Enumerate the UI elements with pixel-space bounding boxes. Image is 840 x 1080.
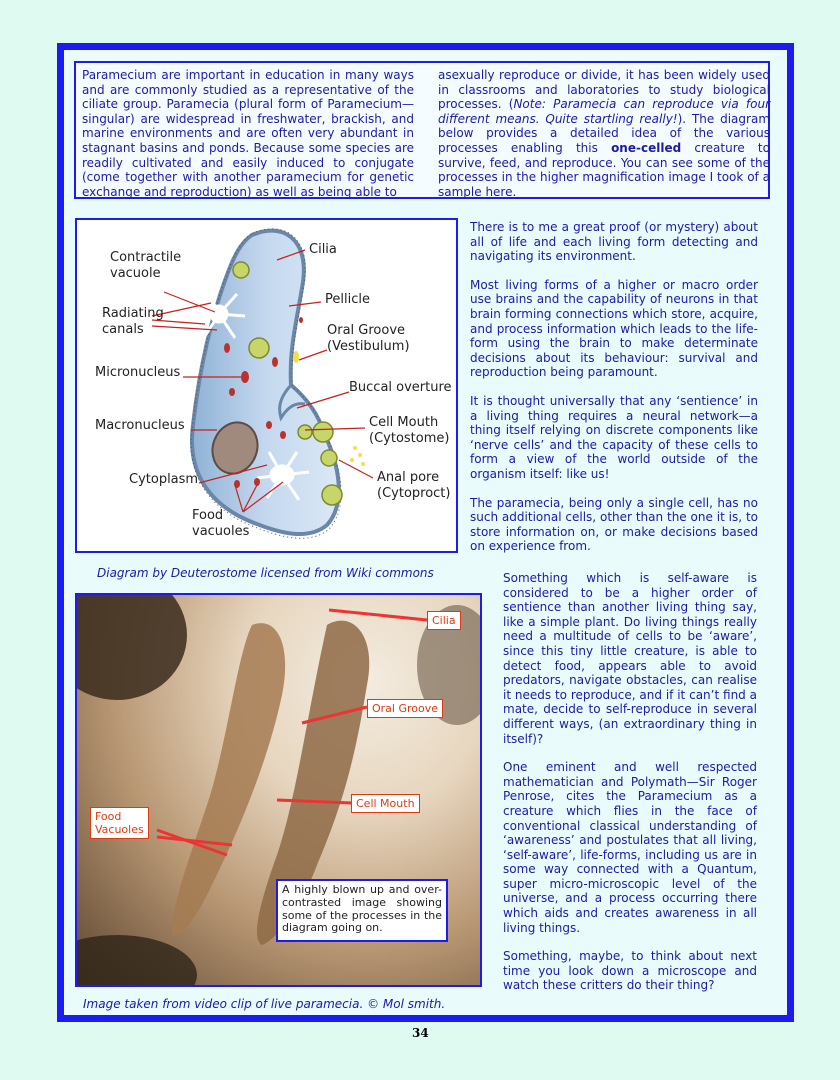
- diagram-label-cilia: Cilia: [309, 242, 337, 257]
- paragraph: Most living forms of a higher or macro order use brains and the capability of neurons in that brain forming connections which store, acquire, and process information which leads to the life-form using the brain to make determinate decisions about its behaviour: survival and reproduction being paramount.: [470, 277, 758, 380]
- paragraph: Something, maybe, to think about next time you look down a microscope and watch these critters do their thing?: [503, 949, 757, 993]
- diagram-label-pellicle: Pellicle: [325, 292, 370, 307]
- intro-right-column: [438, 68, 770, 199]
- paragraph: One eminent and well respected mathematician and Polymath—Sir Roger Penrose, cites the Paramecium as a creature which flies in the face of conventional classical understanding of ‘awareness’ and postulates that all living, ‘self-aware’, life-forms, including us are in some way connected with a Quantum, super micro-microscopic level of the universe, and a process occurring there which aids and creates awareness in all living things.: [503, 760, 757, 935]
- photo-note-box: A highly blown up and over-contrasted image showing some of the processes in the diagram going on.: [276, 879, 448, 942]
- diagram-label-anal-pore: Anal pore (Cytoproct): [377, 470, 451, 501]
- page-number: 34: [412, 1026, 429, 1040]
- right-column-top: [470, 220, 758, 568]
- intro-right-a: asexually reproduce or divide, it has been widely used in classrooms and laboratories to study biological processes. (: [438, 68, 770, 112]
- intro-box: [74, 61, 770, 199]
- cell-body: [192, 231, 339, 534]
- photo-caption: Image taken from video clip of live paramecia. © Mol smith.: [83, 997, 446, 1011]
- diagram-label-cytoplasm: Cytoplasm: [129, 472, 199, 487]
- photo-label-oral-groove: Oral Groove: [367, 699, 443, 718]
- diagram-label-radiating-canals: Radiating canals: [102, 306, 164, 337]
- intro-note: Note: Paramecia can reproduce via four different means. Quite startling really!: [438, 97, 770, 126]
- paragraph: It is thought universally that any ‘sentience’ in a living thing requires a neural network—a thing itself relying on discrete components like ‘nerve cells’ and the capacity of these cells to form a view of the world outside of the organism itself: like us!: [470, 393, 758, 481]
- micrograph-photo: [75, 593, 482, 987]
- paragraph: The paramecia, being only a single cell, has no such additional cells, other than the one it is, to store information on, or make decisions based on experience from.: [470, 495, 758, 554]
- right-column-bottom: [503, 571, 757, 1007]
- intro-left-column: Paramecium are important in education in many ways and are commonly studied as a representative of the ciliate group. Paramecia (plural form of Paramecium—singular) are widespread in freshwater, brackish, and marine environments and are often very abundant in stagnant basins and ponds. Because some species are readily cultivated and easily induced to conjugate (come together with another paramecium for genetic exchange and reproduction) as well as being able to: [82, 68, 414, 199]
- photo-label-food-vacuoles: Food Vacuoles: [90, 807, 149, 839]
- diagram-label-micronucleus: Micronucleus: [95, 365, 181, 380]
- diagram-caption: Diagram by Deuterostome licensed from Wiki commons: [97, 566, 434, 580]
- paragraph: Something which is self-aware is considered to be a higher order of sentience than another living thing say, like a simple plant. Do living things really need a multitude of cells to be ‘aware’, since this tiny little creature, is able to detect food, appears able to avoid predators, navigate obstacles, can realise it needs to reproduce, and if it can’t find a mate, decide to self-reproduce in several different ways, (an extraordinary thing in itself)?: [503, 571, 757, 746]
- paramecium-diagram: [75, 218, 458, 553]
- diagram-label-buccal-overture: Buccal overture: [349, 380, 452, 395]
- diagram-label-oral-groove: Oral Groove (Vestibulum): [327, 323, 410, 354]
- photo-label-cell-mouth: Cell Mouth: [351, 794, 420, 813]
- diagram-label-contractile-vacuole: Contractile vacuole: [110, 250, 182, 281]
- diagram-label-cell-mouth: Cell Mouth (Cytostome): [369, 415, 450, 446]
- photo-label-cilia: Cilia: [427, 611, 461, 630]
- paragraph: There is to me a great proof (or mystery) about all of life and each living form detecting and navigating its environment.: [470, 220, 758, 264]
- intro-emphasis: one-celled: [611, 140, 682, 155]
- diagram-label-macronucleus: Macronucleus: [95, 418, 185, 433]
- diagram-label-food-vacuoles: Food vacuoles: [192, 508, 250, 539]
- intro-right-c: creature to survive, feed, and reproduce. You can see some of the processes in the higher magnification image I took of a sample here.: [438, 140, 770, 199]
- page-frame: [57, 43, 794, 1022]
- intro-right-b: ). The diagram below provides a detailed idea of the various processes enabling this: [438, 111, 771, 155]
